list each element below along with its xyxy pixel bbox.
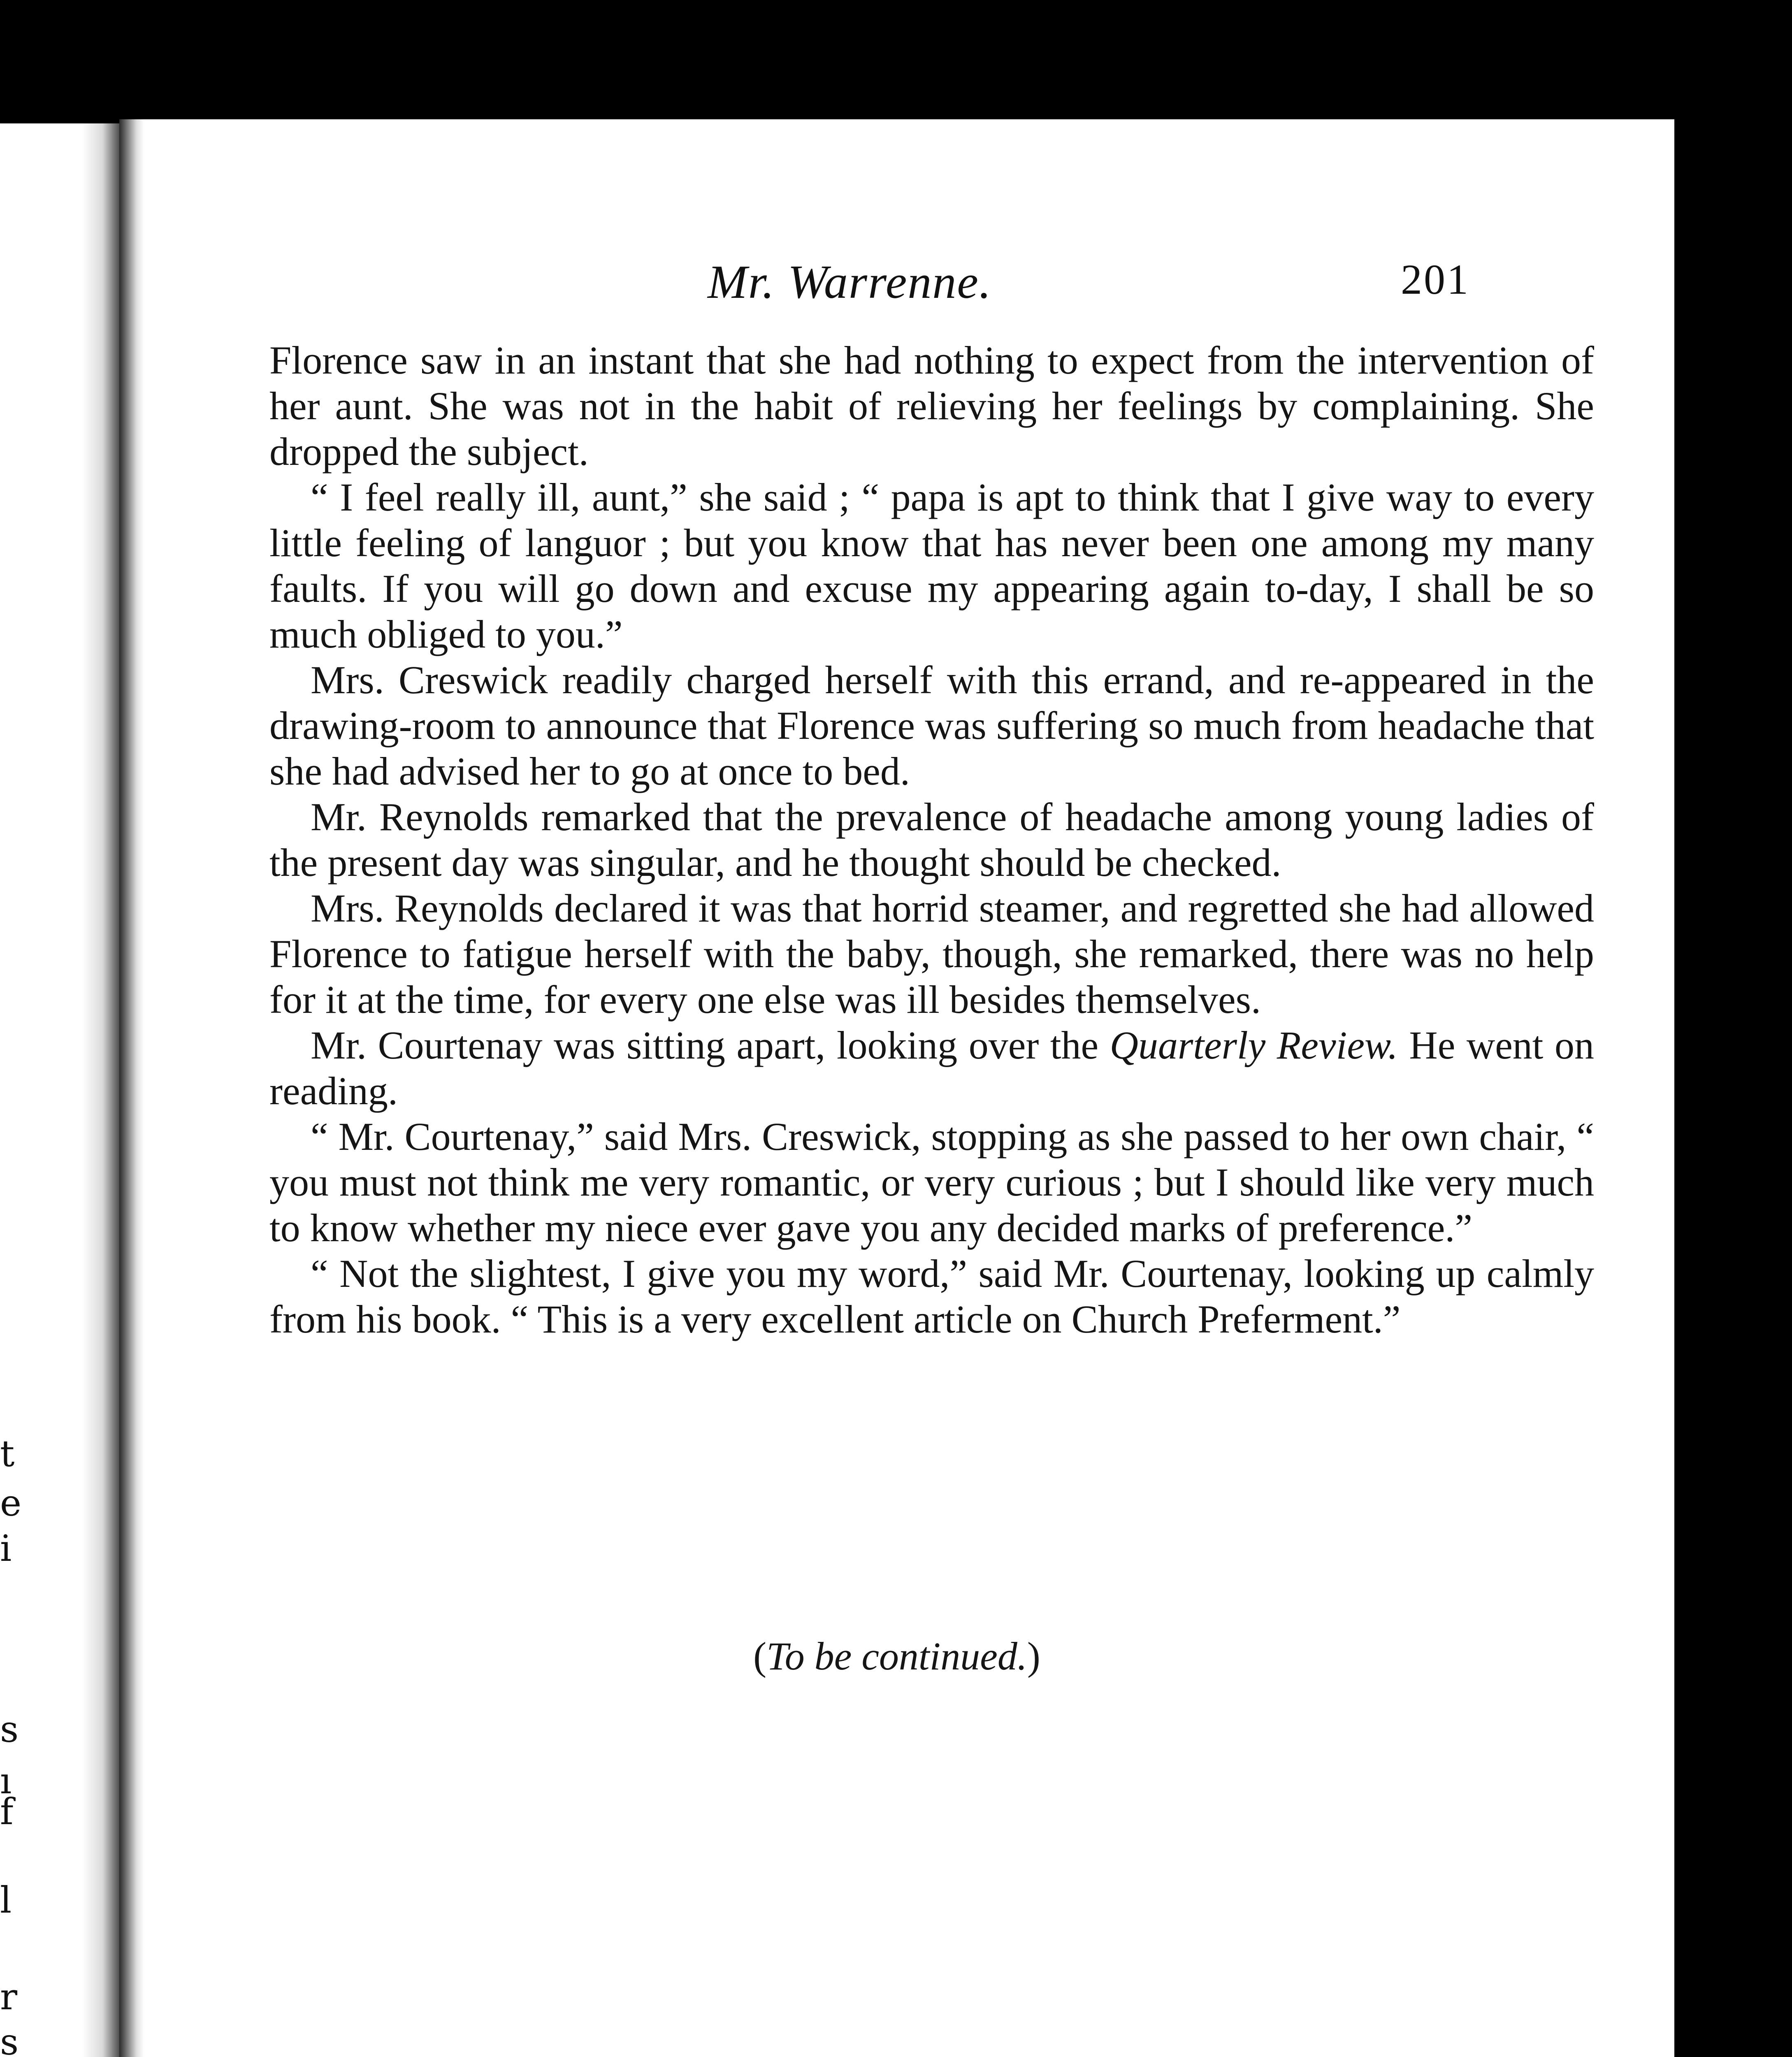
paragraph <box>269 1022 1594 1114</box>
body-text <box>269 337 1594 1342</box>
paragraph-text: Mr. Reynolds remarked that the prevalence of headache among young ladies of the present day was singular, and he thought should be checked. <box>269 795 1594 885</box>
paragraph <box>269 794 1594 885</box>
book-page <box>119 119 1674 2057</box>
page-gutter-shadow <box>119 119 144 2057</box>
paragraph-text: “ Not the slightest, I give you my word,” said Mr. Courtenay, looking up calmly from his book. “ This is a very excellent article on Church Preferment.” <box>269 1251 1594 1341</box>
paragraph <box>269 1251 1594 1342</box>
continued-text: To be continued. <box>766 1634 1027 1678</box>
previous-page-fragment: r <box>0 1976 18 2018</box>
paragraph-text: Florence saw in an instant that she had nothing to expect from the intervention of her aunt. She was not in the habit of relieving her feelings by complaining. She dropped the subject. <box>269 338 1594 474</box>
previous-page-fragment: i <box>0 1527 12 1569</box>
paragraph <box>269 885 1594 1022</box>
previous-page-fragment: s <box>0 2021 19 2057</box>
paragraph <box>269 337 1594 474</box>
paragraph-text: “ Mr. Courtenay,” said Mrs. Creswick, stopping as she passed to her own chair, “ you must not think me very romantic, or very curious ; but I should like very much to know whether my niece ever gave you any decided marks of preference.” <box>269 1114 1594 1250</box>
previous-page-fragment: s <box>0 1708 19 1751</box>
paragraph-text: Mrs. Reynolds declared it was that horrid steamer, and regretted she had allowed Florence to fatigue herself with the baby, though, she remarked, there was no help for it at the time, for every one else was ill besides themselves. <box>269 886 1594 1022</box>
paragraph <box>269 474 1594 657</box>
paragraph-text: Mr. Courtenay was sitting apart, looking over the <box>311 1023 1110 1067</box>
previous-page-fragment: e <box>0 1482 22 1524</box>
previous-page-fragment: f <box>0 1790 14 1833</box>
paragraph <box>269 657 1594 794</box>
to-be-continued <box>119 1633 1674 1679</box>
page-number: 201 <box>1401 256 1470 303</box>
running-title: Mr. Warrenne. <box>708 256 992 309</box>
previous-page-fragment: ı <box>0 1760 12 1802</box>
paragraph-text: Mrs. Creswick readily charged herself with this errand, and re-appeared in the drawing-room to announce that Florence was suffering so much from headache that she had advised her to go at once to bed. <box>269 658 1594 793</box>
paragraph <box>269 1114 1594 1251</box>
continued-open-paren: ( <box>753 1634 767 1678</box>
italic-text: Quarterly Review. <box>1110 1023 1398 1067</box>
paragraph-text: He went on reading. <box>269 1023 1595 1113</box>
continued-close-paren: ) <box>1027 1634 1040 1678</box>
previous-page-fragment: l <box>0 1879 12 1921</box>
previous-page-fragment: t <box>0 1432 15 1475</box>
paragraph-text: “ I feel really ill, aunt,” she said ; “ papa is apt to think that I give way to every little feeling of languor ; but you know that has never been one among my many faults. If you will go down and excuse my appearing again to-day, I shall be so much obliged to you.” <box>269 475 1594 656</box>
